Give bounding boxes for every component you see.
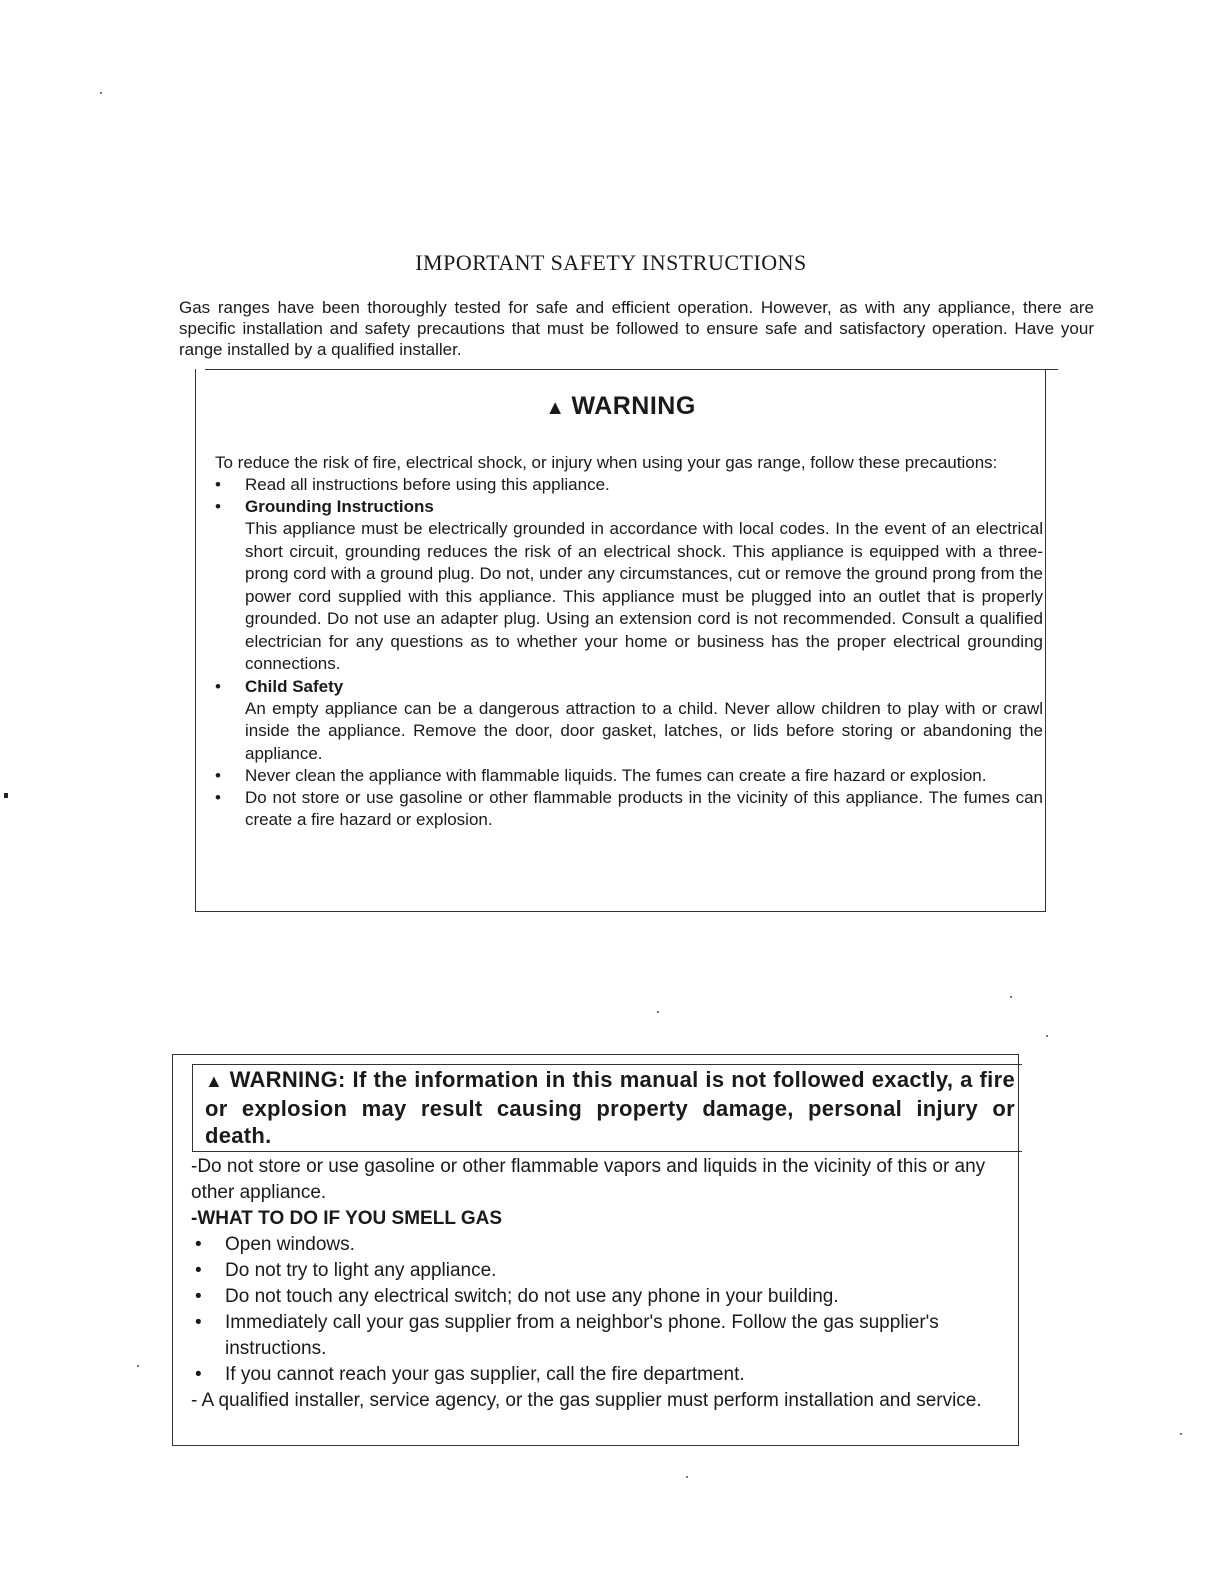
list-item-title: Child Safety — [245, 676, 344, 696]
list-item — [215, 496, 1043, 676]
bullet-icon: • — [215, 475, 221, 494]
warning-box-content — [215, 452, 1043, 831]
bullet-icon: • — [195, 1312, 202, 1333]
list-item-text: An empty appliance can be a dangerous attraction to a child. Never allow children to play with or crawl inside the appliance. Remove the door, door gasket, latches, or lids before storing or abandoning the appliance. — [245, 698, 1043, 763]
scan-speck — [4, 793, 8, 798]
list-item-title: Grounding Instructions — [245, 497, 434, 516]
precautions-list — [215, 474, 1043, 831]
list-item-text: Never clean the appliance with flammable liquids. The fumes can create a fire hazard or explosion. — [245, 766, 987, 785]
gas-warning-line: -Do not store or use gasoline or other flammable vapors and liquids in the vicinity of this or any other appliance. — [191, 1156, 986, 1203]
scan-speck — [657, 1011, 659, 1013]
list-item — [215, 474, 1043, 496]
list-item — [191, 1284, 991, 1310]
list-item — [191, 1232, 991, 1258]
list-item-text: Immediately call your gas supplier from a neighbor's phone. Follow the gas supplier's instructions. — [225, 1312, 939, 1359]
scan-speck — [100, 92, 102, 94]
scan-speck — [1180, 1433, 1182, 1435]
page-title: IMPORTANT SAFETY INSTRUCTIONS — [415, 250, 807, 275]
warning-triangle-icon: ▲ — [545, 397, 566, 419]
bullet-icon: • — [215, 676, 221, 696]
list-item-text: If you cannot reach your gas supplier, call the fire department. — [225, 1364, 745, 1385]
scan-speck — [1010, 996, 1012, 998]
list-item — [191, 1258, 991, 1284]
installation-note: - A qualified installer, service agency, or the gas supplier must perform installation and service. — [191, 1390, 982, 1411]
warning-heading — [195, 392, 1046, 421]
bullet-icon: • — [215, 788, 221, 807]
smell-gas-list — [191, 1232, 991, 1388]
scan-speck — [686, 1476, 688, 1478]
list-item-text: Do not touch any electrical switch; do not use any phone in your building. — [225, 1286, 839, 1307]
list-item-text: This appliance must be electrically grounded in accordance with local codes. In the event of an electrical short circuit, grounding reduces the risk of an electrical shock. This appliance is equipped with a three-prong cord with a ground plug. Do not, under any circumstances, cut or remove the ground prong from the power cord supplied with this appliance. This appliance must be plugged into an outlet that is properly grounded. Do not use an adapter plug. Using an extension cord is not recommended. Consult a qualified electrician for any questions as to whether your home or business has the proper electrical grounding connections. — [245, 519, 1043, 673]
smell-gas-heading: -WHAT TO DO IF YOU SMELL GAS — [191, 1208, 503, 1229]
bullet-icon: • — [215, 497, 221, 516]
gas-warning-content — [191, 1154, 991, 1414]
list-item — [215, 787, 1043, 831]
list-item-text: Do not store or use gasoline or other flammable products in the vicinity of this appliance. The fumes can create a fire hazard or explosion. — [245, 788, 1043, 829]
scan-speck — [1046, 1035, 1048, 1037]
intro-paragraph: Gas ranges have been thoroughly tested for safe and efficient operation. However, as with any appliance, there are specific installation and safety precautions that must be followed to ensure safe and satisfactory operation. Have your range installed by a qualified installer. — [179, 298, 1094, 359]
bullet-icon: • — [195, 1260, 202, 1281]
list-item — [215, 676, 1043, 766]
list-item-text: Open windows. — [225, 1234, 355, 1255]
bullet-icon: • — [195, 1234, 202, 1255]
list-item — [215, 765, 1043, 787]
warning-lead: To reduce the risk of fire, electrical shock, or injury when using your gas range, follow these precautions: — [215, 453, 998, 472]
bullet-icon: • — [195, 1286, 202, 1307]
list-item-text: Read all instructions before using this appliance. — [245, 475, 610, 494]
bullet-icon: • — [195, 1364, 202, 1385]
warning-heading-text: WARNING — [571, 392, 696, 420]
list-item — [191, 1362, 991, 1388]
list-item-text: Do not try to light any appliance. — [225, 1260, 497, 1281]
scan-speck — [137, 1365, 139, 1367]
list-item — [191, 1310, 991, 1362]
bullet-icon: • — [215, 766, 221, 785]
warning-triangle-icon: ▲ — [205, 1071, 224, 1091]
gas-warning-heading-text: WARNING: If the information in this manual is not followed exactly, a fire or explosion may result causing property damage, personal injury or death. — [205, 1067, 1015, 1148]
gas-warning-heading — [205, 1066, 1015, 1149]
